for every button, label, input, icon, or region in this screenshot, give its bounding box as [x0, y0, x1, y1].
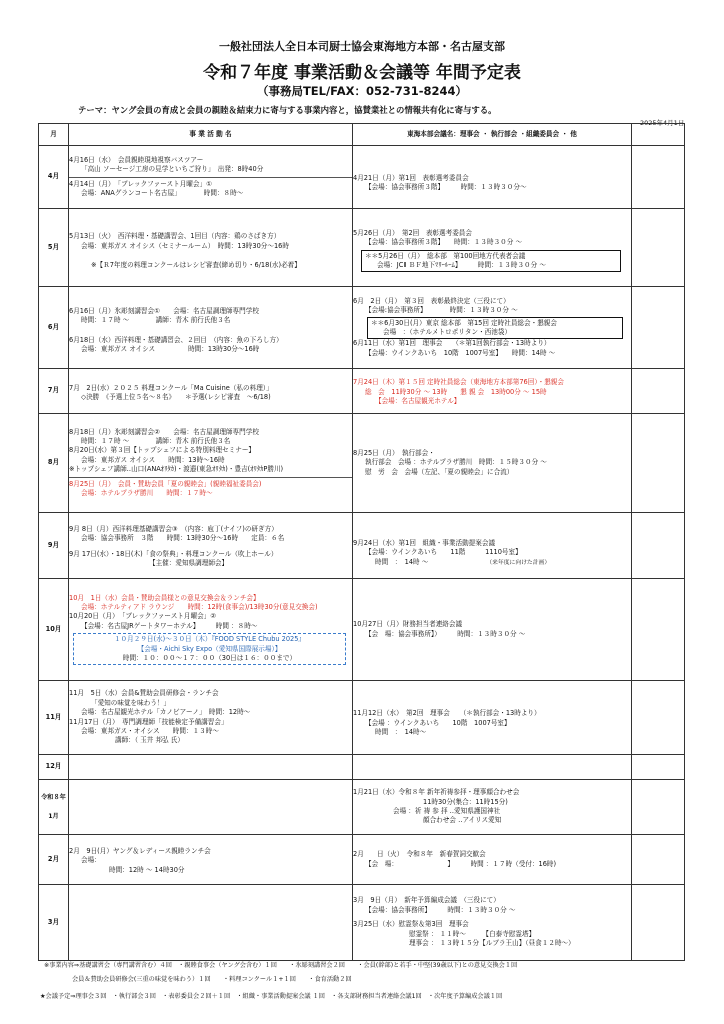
month-cell: 5月 [39, 209, 69, 287]
table-row [39, 885, 685, 961]
meeting-line: 9月24日（水）第1回 組織・事業活動提案会議 [353, 538, 496, 547]
meeting-line: 11月12日（水） 第2回 理事会 （＊執行部会・13時より） [353, 709, 541, 718]
event-line: 6月18日（水）西洋料理・基礎講習会、２回目 （内容：魚の下ろし方） [69, 335, 283, 344]
blank-cell [632, 369, 685, 414]
month-cell: 8月 [39, 414, 69, 513]
event-line: 時間：12時 ～ 14時30分 [109, 865, 185, 874]
events-cell [69, 414, 353, 513]
events-cell [69, 579, 353, 681]
month-cell: 9月 [39, 513, 69, 579]
event-line: 会場：ホテルプラザ勝川 時間：１７時～ [81, 489, 213, 498]
event-line: 会場：東邦ガス・オイシス 時間：１３時～ [81, 726, 219, 735]
meeting-line: 【会場 ：ウインクあいち 10階 1007号室】 [365, 718, 511, 727]
schedule-table [38, 123, 685, 961]
meeting-line: 【会場：協会事務所】 時間：１３時３０分 ～ [365, 905, 516, 914]
event-line: 【会場：名古屋JRゲートタワーホテル】 時間 ：８時～ [81, 621, 258, 630]
column-header-meetings: 東海本部会議名：理事会 ・ 執行部会 ・組織委員会 ・ 他 [353, 124, 632, 146]
events-cell [69, 287, 353, 369]
meeting-line: 【会 場： 】 時間 ：１７時（受付：16時) [365, 859, 557, 868]
page-title: 令和７年度 事業活動＆会議等 年間予定表 [203, 63, 521, 83]
meeting-line: 顔合わせ会 ‥アイリス愛知 [423, 816, 502, 825]
meetings-cell [353, 513, 632, 579]
meeting-line: 【会 場：協会事務所】） 時間：１３時３０分 ～ [365, 629, 526, 638]
table-row [39, 369, 685, 414]
event-line: 会場：東邦ガス オイシス 時間：13時～16時 [81, 455, 225, 464]
events-cell [69, 885, 353, 961]
document-date: 2025年4月1日 [640, 119, 685, 127]
event-line: 4月14日（月） 「ブレックファースト月曜会」① [69, 179, 212, 188]
event-line: 【主催：愛知県調理師会】 [149, 558, 229, 567]
meeting-line: 【会場：協会事務所３階】 時間：１３時３０分～ [365, 183, 527, 191]
table-row [39, 414, 685, 513]
events-cell [69, 209, 353, 287]
meeting-line: 慰 労 会 会場（左記、「夏の親睦会」に合流） [365, 467, 514, 476]
meeting-line: 理事会 ： １３時１５分【ルブラ王山】（昼食１２時～） [409, 939, 575, 948]
event-line: 会場：ホテルティアド ラウンジ 時間：12時(食事会)/13時30分(意見交換会) [81, 602, 318, 611]
month-cell: 10月 [39, 579, 69, 681]
event-line: 時間：１０：００～１７：００（30日は１６：００まで） [122, 654, 297, 663]
organization-name: 一般社団法人全日本司厨士協会東海地方本部・名古屋支部 [219, 40, 505, 53]
meetings-cell [353, 414, 632, 513]
event-line: 11月 5日（水）会員&賛助会員研修会・ランチ会 [69, 689, 219, 698]
blank-cell [632, 146, 685, 209]
table-header-row [39, 124, 685, 146]
blank-cell [632, 835, 685, 885]
meeting-line: 【会場：ウインクあいち 11階 1110号室】 [365, 548, 522, 557]
events-cell [69, 146, 353, 209]
meetings-cell [353, 755, 632, 780]
theme-statement: テーマ：ヤング会員の育成と会員の親睦＆結束力に寄与する事業内容と，協賛業社との情報共有化に寄与する。 [78, 105, 497, 115]
table-row [39, 287, 685, 369]
column-header-month: 月 [39, 124, 69, 146]
event-line: ◇決勝 《予選上位５名～８名》 ＊予選(レシピ審査 ～6/18) [81, 393, 271, 401]
meeting-line: 3月 9日（月） 新年予算編成会議 （三役にて） [353, 896, 500, 905]
events-cell [69, 681, 353, 755]
event-line: 時間：１７時 ～ 講師：青木 前行氏他３名 [81, 316, 231, 325]
meeting-line: 5月26日（月） 第2回 表彰選考委員会 [353, 228, 472, 237]
meetings-cell [353, 209, 632, 287]
events-cell [69, 513, 353, 579]
event-line: 8月20日(水）第３回【トップシェフによる特別料理セミナー】 [69, 446, 256, 455]
event-line: ※トップシェフ講師‥山口(ANAｵﾘﾀｶ)・渡邉(東急ｵﾘﾀｶ)・豊吉(ｵﾘﾀｶP勝川) [69, 465, 284, 474]
event-line: 会場： [81, 856, 101, 865]
meetings-cell [353, 835, 632, 885]
meeting-line: ＊＊6月30日(月）東京 総本部 第15回 定時社員総会・懇親会 [371, 318, 557, 327]
meeting-note: （来年度に向けた計画） [486, 559, 551, 566]
blank-cell [632, 885, 685, 961]
event-line: 8月18日（月）氷彫刻講習会② 会場：名古屋調理師専門学校 [69, 427, 259, 436]
table-row [39, 209, 685, 287]
column-header-events: 事 業 活 動 名 [69, 124, 353, 146]
meeting-line: ＊＊5月26日（月） 総本部 第100回地方代表者会議 [365, 251, 526, 260]
meetings-cell [353, 885, 632, 961]
blank-cell [632, 287, 685, 369]
blank-cell [632, 755, 685, 780]
meeting-line: 時間 ： 14時～ [375, 728, 427, 737]
meeting-line: 会場 ：祈 祷 参 拝 ‥愛知県護国神社 [393, 807, 501, 815]
event-line: 会場：協会事務所 ３階 時間：13時30分～16時 定員：６名 [81, 534, 285, 543]
footer-note-meetings: ★会議予定⇒理事会３回 ・執行部会３回 ・表彰委員会２回＋１回 ・組織・事業活動提案会議 １回 ・各支部財務担当者連絡会議1回 ・次年度予算編成会議１回 [40, 993, 503, 1000]
meeting-line: 7月24日（木）第１５回 定時社員総会（東海地方本部第76回）・懇親会 [353, 378, 564, 387]
meeting-line: 【会場：ウインクあいち 10階 1007号室】 時間：14時 ～ [365, 348, 556, 357]
meeting-line: 時間 ： 14時 ～ [375, 557, 429, 566]
event-line: 10月 1日（水）会員・賛助会員様との意見交換会＆ランチ会】 [69, 593, 260, 602]
table-row [39, 755, 685, 780]
event-line: 【会場・Aichi Sky Expo（愛知県国際展示場）】 [137, 644, 282, 653]
blank-cell [632, 579, 685, 681]
meetings-cell [353, 369, 632, 414]
meetings-cell [353, 681, 632, 755]
events-cell [69, 755, 353, 780]
event-line: 会場：東邦ガス オイシス 時間：13時30分～16時 [81, 344, 260, 353]
table-row [39, 579, 685, 681]
meeting-line: 総 会 11時30分 ～ 13時 懇 親 会 13時00分 ～ 15時 [365, 387, 547, 396]
event-line: 「高山 ソーセージ工房の見学といちご狩り」 出発：8時40分 [81, 165, 264, 174]
blank-cell [632, 513, 685, 579]
footer-note-activities-2: 会員＆賛助会員研修会(三重の味覚を味わう）１回 ・料理コンクール１+１回 ・食育活動２回 [72, 976, 352, 983]
event-line: ※【Ｒ7年度の料理コンクールはレシピ審査(締め切り・6/18(水)必着】 [91, 261, 301, 270]
meeting-line: 10月27日（月）財務担当者連絡会議 [353, 620, 463, 629]
meetings-cell [353, 780, 632, 835]
meeting-line: 11時30分(集合：11時15分) [423, 797, 508, 806]
meeting-line: 6月 2日（月） 第３回 表彰最終決定（三役にて） [353, 296, 510, 305]
month-cell: 2月 [39, 835, 69, 885]
meetings-cell [353, 579, 632, 681]
event-line: 8月25日（月） 会員・賛助会員「夏の親睦会」(親睦福祉委員会) [69, 479, 262, 488]
month-label: 1月 [48, 813, 59, 820]
meeting-line: 会場 ：（ホテルメトロポリタン・西池袋） [383, 328, 512, 336]
meeting-line: 6月11日（水）第1回 理事会 （＊第1回執行部会・13時より） [353, 339, 551, 348]
footer-note-activities: ※事業内容⇒基礎講習会（専門講習含む）４回 ・親睦食事会（ヤング会含む）１回 ・氷彫刻講習会２回 ・会員(幹部)と若手・中堅(39歳以下)との意見交換会１回 [44, 962, 518, 969]
event-line: 2月 9日(月）ヤング＆レディース親睦ランチ会 [69, 846, 211, 855]
month-cell: 7月 [39, 369, 69, 414]
meeting-line: 会場：JCⅡ ＢＦ地下ﾏﾘｰﾙｰﾑ】 時間：１３時３０分 ～ [377, 260, 546, 269]
event-line: 5月13日（火） 西洋料理・基礎講習会、1回目（内容：鶏のさばき方） [69, 232, 281, 241]
meeting-line: 慰霊祭 ： １１時～ 【白泰寺慰霊塔】 [409, 929, 536, 938]
meeting-line: 3月25日（水）慰霊祭＆第3回 理事会 [353, 920, 469, 929]
event-line: 時間：１７時 ～ 講師：青木 前行氏他３名 [81, 436, 231, 445]
month-cell: 12月 [39, 755, 69, 780]
month-cell: 3月 [39, 885, 69, 961]
month-cell: 4月 [39, 146, 69, 209]
food-style-box [73, 633, 346, 665]
meeting-line: 8月25日（月） 執行部会・ [353, 448, 435, 457]
blank-cell [632, 681, 685, 755]
meeting-line: 【会場:協会事務所】 時間：１３時３０分 ～ [365, 306, 518, 315]
table-row [39, 780, 685, 835]
blank-cell [632, 414, 685, 513]
event-line: 会場：ANAグランコート名古屋」 時間：８時～ [81, 188, 244, 197]
table-row [39, 681, 685, 755]
meeting-line: 4月21日（月）第1回 表彰選考委員会 [353, 173, 469, 182]
event-line: 9月 17日(水）・18日(木)「食の祭典」・料理コンクール（吹上ホール） [69, 549, 278, 558]
event-line: 6月16日（月）氷彫刻講習会① 会場：名古屋調理師専門学校 [69, 306, 259, 315]
month-era-label: 令和８年 [41, 793, 66, 801]
contact-info: （事務局TEL/FAX：052-731-8244） [256, 84, 468, 98]
meeting-line: 1月21日（水）令和８年 新年祈祷参拝・理事顔合わせ会 [353, 788, 520, 797]
month-cell: 6月 [39, 287, 69, 369]
events-cell [69, 369, 353, 414]
event-line: １０月２９日(水)～３０日（木）『FOOD STYLE Chubu 2025』 [113, 635, 306, 644]
event-line: 会場：東邦ガス オイシス（セミナールーム） 時間：13時30分～16時 [81, 241, 289, 250]
representatives-meeting-box [361, 250, 621, 273]
table-row [39, 835, 685, 885]
event-line: 7月 2日(水）２０２５ 料理コンクール「Ma Cuisine（私の料理）」 [69, 383, 273, 392]
month-cell [39, 780, 69, 835]
event-line: 10月20日（月） 「ブレックファースト月曜会」② [69, 612, 217, 621]
meetings-cell [353, 146, 632, 209]
event-line: 講師：（ 玉井 邦弘 氏） [115, 736, 184, 745]
meeting-line: 2月 日（火） 令和８年 新春賀詞交歓会 [353, 850, 486, 859]
blank-cell [632, 780, 685, 835]
event-line: 会場：名古屋観光ホテル「カノビアーノ」 時間：12時～ [81, 708, 251, 717]
meeting-line: 【会場：協会事務所３階】 時間：１３時３０分 ～ [365, 238, 523, 247]
event-line: 「愛知の味覚を味わう！」 [91, 698, 171, 707]
column-header-blank [632, 124, 685, 146]
events-cell [69, 835, 353, 885]
general-assembly-box [367, 317, 623, 340]
meeting-line: 執行部会 会場 ：ホテルプラザ勝川 時間：１５時３０分 ～ [365, 458, 547, 467]
month-cell: 11月 [39, 681, 69, 755]
blank-cell [632, 209, 685, 287]
meetings-cell [353, 287, 632, 369]
meeting-line: 【会場：名古屋観光ホテル】 [375, 397, 461, 406]
event-line: 9月 8日（月）西洋料理基礎講習会③ （内容：庖丁(ナイフ)の研ぎ方） [69, 524, 278, 533]
table-row [39, 146, 685, 209]
event-line: 4月16日（水） 会員親睦現地視察バスツアー [69, 155, 204, 164]
events-cell [69, 780, 353, 835]
event-line: 11月17日（月） 専門調理師「技能検定予備講習会」 [69, 717, 228, 726]
table-row [39, 513, 685, 579]
